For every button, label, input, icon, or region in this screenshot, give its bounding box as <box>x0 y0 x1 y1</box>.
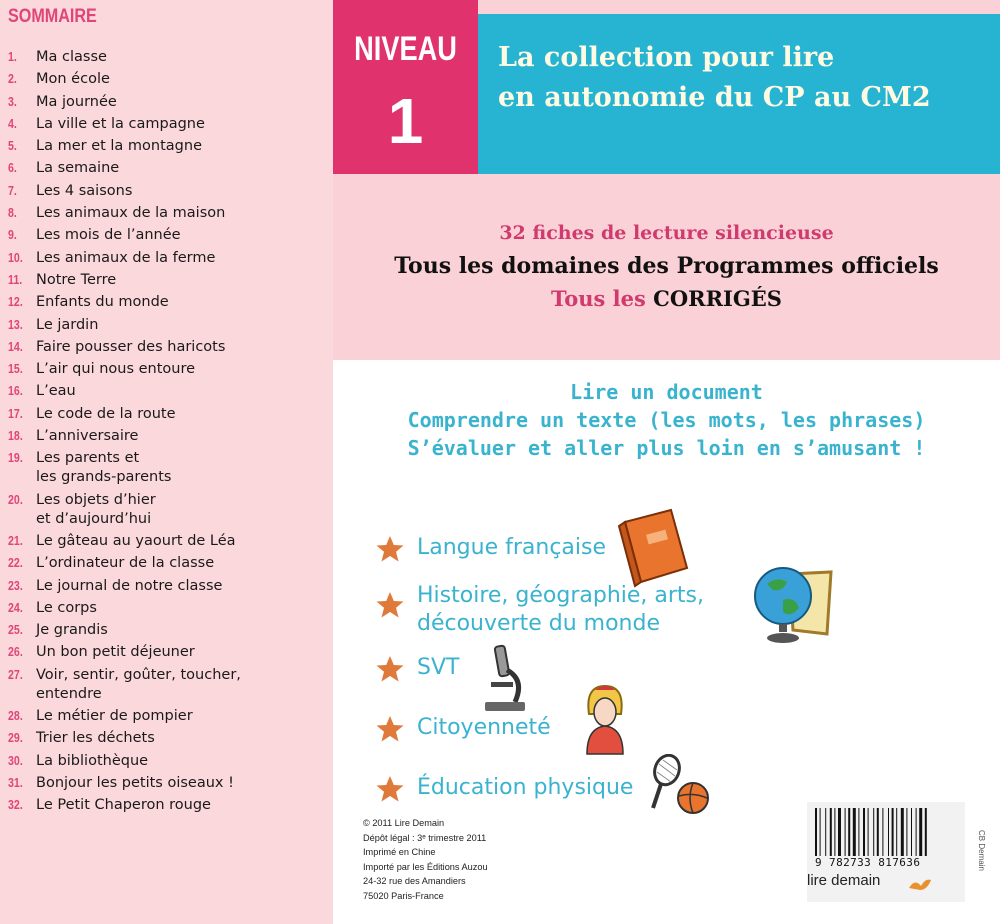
goal-line-2: Comprendre un texte (les mots, les phrases) <box>407 408 926 432</box>
sommaire-item-number: 13. <box>8 317 23 332</box>
sommaire-item-label: Faire pousser des haricots <box>36 338 226 355</box>
sommaire-item-label: Les parents et les grands-parents <box>36 450 172 486</box>
barcode-bar <box>906 808 907 856</box>
sommaire-item <box>8 360 241 379</box>
domain-row <box>375 534 606 564</box>
legal-line: © 2011 Lire Demain <box>363 818 445 828</box>
fiches-line: 32 fiches de lecture silencieuse <box>499 222 834 244</box>
sommaire-item-label: Voir, sentir, goûter, toucher, entendre <box>36 666 241 702</box>
barcode-bar <box>888 808 889 856</box>
barcode-bar <box>853 808 856 856</box>
legal-line: 24-32 rue des Amandiers <box>363 876 466 887</box>
barcode-bar <box>834 808 835 856</box>
sommaire-item <box>8 752 241 771</box>
book-icon <box>617 508 693 588</box>
sommaire-item-label: Ma classe <box>36 49 107 65</box>
domain-label: Langue française <box>417 535 607 560</box>
sommaire-item-label: La mer et la montagne <box>36 138 202 155</box>
goals <box>333 378 1000 462</box>
domain-row <box>375 582 704 638</box>
globe-icon <box>749 560 835 646</box>
sommaire-item <box>8 249 241 268</box>
barcode-bar <box>892 808 894 856</box>
sommaire-title: SOMMAIRE <box>8 6 97 27</box>
sommaire-item <box>8 729 241 748</box>
sommaire-list <box>8 48 241 819</box>
barcode-bar <box>848 808 850 856</box>
sommaire-item-label: Mon école <box>36 71 110 88</box>
sommaire-item <box>8 159 241 178</box>
sommaire-item-number: 18. <box>8 429 23 444</box>
barcode-bar <box>830 808 832 856</box>
star-icon <box>375 534 405 564</box>
sommaire-item-number: 1. <box>8 50 17 64</box>
sommaire-item-number: 31. <box>8 775 23 790</box>
barcode-bar <box>868 808 869 856</box>
barcode-bar <box>873 808 874 856</box>
brand-name: lire demain <box>807 872 881 889</box>
barcode-bar <box>901 808 904 856</box>
legal-line: Imprimé en Chine <box>363 847 436 858</box>
sommaire-item-number: 4. <box>8 116 17 131</box>
sommaire-item-number: 25. <box>8 623 23 638</box>
sommaire-item-label: Le métier de pompier <box>36 708 193 725</box>
barcode-number: 9 782733 817636 <box>815 856 921 869</box>
barcode-bars <box>815 808 957 856</box>
sommaire-item-number: 26. <box>8 645 23 660</box>
book-leaf-logo-icon <box>909 878 931 892</box>
sommaire-item-number: 8. <box>8 206 17 221</box>
sommaire-item-label: Bonjour les petits oiseaux ! <box>36 774 234 791</box>
sommaire-item-number: 7. <box>8 183 17 198</box>
sommaire-item <box>8 707 241 726</box>
legal-info <box>363 816 488 904</box>
goal-line-3: S’évaluer et aller plus loin en s’amusant ! <box>407 436 926 460</box>
sommaire-item <box>8 271 241 290</box>
sommaire-item <box>8 491 241 529</box>
sommaire-item-number: 21. <box>8 533 23 548</box>
barcode-bar <box>863 808 865 856</box>
sommaire-item-number: 28. <box>8 709 23 724</box>
barcode-bar <box>838 808 841 856</box>
barcode-bar <box>858 808 859 856</box>
sommaire-item-label: Le Petit Chaperon rouge <box>36 797 211 814</box>
sommaire-item-label: L’air qui nous entoure <box>36 361 196 378</box>
barcode-bar <box>815 808 817 856</box>
star-icon <box>375 590 405 620</box>
sommaire-item-number: 24. <box>8 600 23 615</box>
sommaire-item-number: 9. <box>8 228 17 243</box>
sommaire-item-label: La bibliothèque <box>36 752 149 769</box>
sommaire-item-label: La ville et la campagne <box>36 115 205 132</box>
sommaire-item-label: Un bon petit déjeuner <box>36 644 195 661</box>
legal-line: Importé par les Éditions Auzou <box>363 861 488 872</box>
microscope-icon <box>483 644 529 714</box>
sommaire-item <box>8 316 241 335</box>
sommaire-item-label: Les 4 saisons <box>36 182 133 199</box>
sommaire-item-label: L’eau <box>36 383 76 400</box>
legal-line: 75020 Paris-France <box>363 890 444 901</box>
barcode-bar <box>916 808 917 856</box>
sommaire-item-number: 6. <box>8 161 17 176</box>
corriges-prefix: Tous les <box>551 286 654 311</box>
sommaire-item <box>8 70 241 89</box>
niveau-number: 1 <box>387 85 424 157</box>
sommaire-item-label: Je grandis <box>36 622 108 639</box>
sommaire-item-label: Le jardin <box>36 316 99 333</box>
sommaire-item-number: 15. <box>8 362 23 377</box>
sommaire-item-number: 23. <box>8 578 23 593</box>
sommaire-item-label: Les animaux de la maison <box>36 205 226 222</box>
sommaire-item <box>8 226 241 245</box>
sommaire-item-label: Le code de la route <box>36 405 176 422</box>
sommaire-item <box>8 532 241 551</box>
domain-label: Citoyenneté <box>417 715 551 740</box>
sommaire-item-label: Enfants du monde <box>36 294 169 311</box>
star-icon <box>375 774 405 804</box>
sommaire-sidebar <box>0 0 333 924</box>
sommaire-item <box>8 554 241 573</box>
sommaire-item-number: 20. <box>8 492 23 507</box>
sommaire-item-number: 17. <box>8 406 23 421</box>
sommaire-item <box>8 666 241 704</box>
sommaire-item <box>8 599 241 618</box>
barcode-bar <box>877 808 879 856</box>
sommaire-item-number: 2. <box>8 72 17 87</box>
sommaire-item <box>8 643 241 662</box>
sommaire-item-number: 27. <box>8 667 23 682</box>
sommaire-item-number: 11. <box>8 272 23 287</box>
barcode-bar <box>896 808 897 856</box>
domains-panel <box>333 360 1000 924</box>
star-icon <box>375 714 405 744</box>
sommaire-item-number: 14. <box>8 339 23 354</box>
barcode-bar <box>825 808 826 856</box>
sommaire-item <box>8 405 241 424</box>
sommaire-item <box>8 427 241 446</box>
sommaire-item-number: 3. <box>8 94 17 109</box>
barcode-bar <box>911 808 912 856</box>
sommaire-item <box>8 338 241 357</box>
sommaire-item-number: 22. <box>8 556 23 571</box>
sommaire-item <box>8 204 241 223</box>
sommaire-item-label: L’anniversaire <box>36 428 139 445</box>
sommaire-item <box>8 115 241 134</box>
legal-line: Dépôt légal : 3ᵉ trimestre 2011 <box>363 832 487 843</box>
sommaire-item <box>8 774 241 793</box>
sommaire-item-number: 5. <box>8 139 17 154</box>
goal-line-1: Lire un document <box>570 380 763 404</box>
sommaire-item-number: 10. <box>8 250 23 265</box>
domain-label: SVT <box>417 655 460 680</box>
sommaire-item-label: Les animaux de la ferme <box>36 249 216 266</box>
domain-row <box>375 714 551 744</box>
barcode-bar <box>925 808 927 856</box>
sommaire-item <box>8 48 241 67</box>
sommaire-item <box>8 449 241 487</box>
sommaire-item-label: Notre Terre <box>36 271 117 288</box>
sommaire-item-label: Trier les déchets <box>36 730 155 747</box>
racket-ball-icon <box>647 754 711 816</box>
corriges-line <box>333 286 1000 311</box>
sommaire-item-label: Le gâteau au yaourt de Léa <box>36 532 236 549</box>
collection-text: La collection pour lire en autonomie du CP au CM2 <box>498 42 931 113</box>
sommaire-item-label: Les mois de l’année <box>36 227 181 244</box>
star-icon <box>375 654 405 684</box>
domain-row <box>375 654 459 684</box>
sommaire-item <box>8 621 241 640</box>
niveau-label: NIVEAU <box>354 30 457 68</box>
sommaire-item-number: 16. <box>8 384 23 399</box>
sommaire-item-label: La semaine <box>36 160 120 177</box>
corriges-strong: CORRIGÉS <box>653 286 782 311</box>
sommaire-item-number: 29. <box>8 731 23 746</box>
sommaire-item-number: 30. <box>8 753 23 768</box>
sommaire-item-number: 19. <box>8 451 23 466</box>
barcode-bar <box>820 808 821 856</box>
sommaire-item <box>8 796 241 815</box>
barcode-bar <box>882 808 883 856</box>
sommaire-item <box>8 93 241 112</box>
barcode-bar <box>845 808 846 856</box>
domain-row <box>375 774 633 804</box>
sommaire-item <box>8 577 241 596</box>
sommaire-item <box>8 382 241 401</box>
domain-label: Histoire, géographie, arts, découverte du monde <box>417 583 704 636</box>
collection-banner <box>478 14 1000 174</box>
photo-credit: CB Demain <box>977 830 986 871</box>
programmes-line: Tous les domaines des Programmes officiels <box>394 253 939 279</box>
sommaire-item-label: Le journal de notre classe <box>36 577 223 594</box>
sommaire-item-number: 32. <box>8 798 23 813</box>
sommaire-item-label: L’ordinateur de la classe <box>36 555 215 572</box>
sommaire-item <box>8 182 241 201</box>
sommaire-item-label: Ma journée <box>36 93 117 110</box>
sommaire-item <box>8 137 241 156</box>
sommaire-item-label: Les objets d’hier et d’aujourd’hui <box>36 491 156 527</box>
sommaire-item-label: Le corps <box>36 599 97 616</box>
domain-label: Éducation physique <box>417 775 634 800</box>
bust-icon <box>579 684 631 760</box>
sommaire-item <box>8 293 241 312</box>
barcode-bar <box>919 808 922 856</box>
niveau-badge <box>333 0 478 174</box>
sommaire-item-number: 12. <box>8 295 23 310</box>
